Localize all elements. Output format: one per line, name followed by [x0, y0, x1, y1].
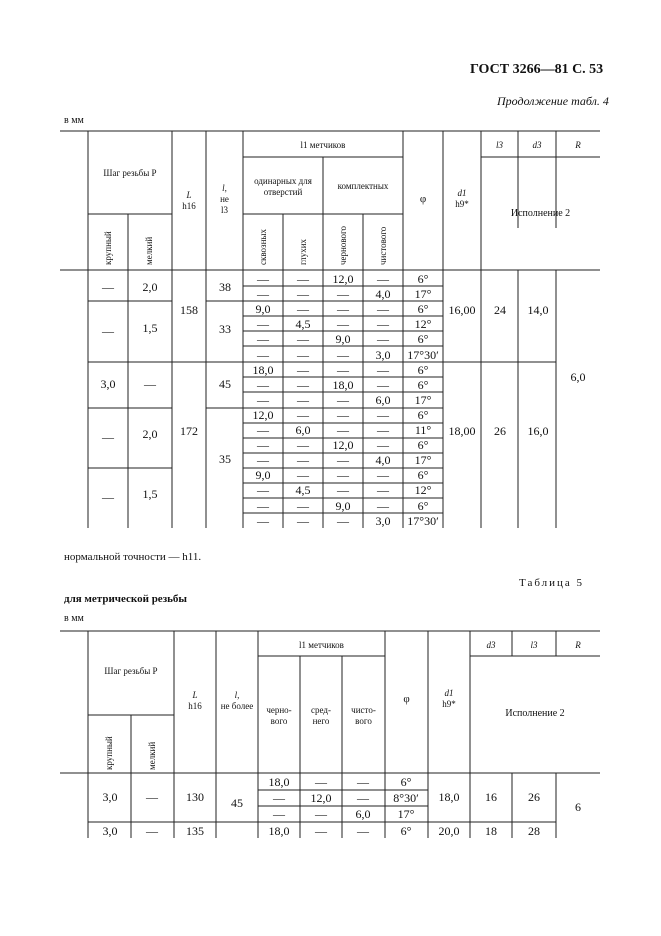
t5-h-fine: мелкий [147, 741, 157, 770]
t4-row-cell: — [257, 332, 269, 347]
t5-row-cell: 6,0 [355, 807, 371, 821]
t4-g2-coarse: — [102, 324, 114, 338]
t4-row-cell: 17° [414, 287, 432, 302]
t5-r1-d1: 18,0 [438, 790, 460, 804]
t5-row-cell: 18,0 [268, 824, 290, 838]
t4-row-cell: 17°30′ [407, 347, 439, 362]
t4-row-cell: 12,0 [332, 272, 354, 286]
t5-row-cell: 18,0 [268, 775, 290, 789]
t4-row-cell: — [337, 392, 349, 407]
t4-row-cell: — [337, 483, 349, 498]
t4-row-cell: 6° [417, 438, 429, 453]
t4-g4-coarse: — [102, 430, 114, 444]
unit-label: в мм [64, 115, 84, 126]
t4-l3-b: 26 [494, 424, 506, 438]
t4-row-cell: — [377, 302, 389, 317]
t5-h-finish: чисто- вого [351, 705, 376, 726]
t5-h-rough: черно- вого [266, 705, 292, 726]
t5-h-l1: l1 метчиков [299, 640, 344, 650]
t4-g3-fine: — [144, 377, 156, 391]
t4-row-cell: — [297, 498, 309, 513]
t5-row-cell: 8°30′ [393, 791, 419, 805]
t4-g2-fine: 1,5 [142, 321, 158, 335]
t5-l-a: 45 [231, 796, 243, 810]
t5-R: 6 [575, 800, 581, 814]
t5-h-step: Шаг резьбы P [104, 666, 158, 676]
t5-h-L: L h16 [188, 690, 202, 711]
unit2-label: в мм [64, 613, 84, 624]
t4-row-cell: — [377, 438, 389, 453]
t4-row-cell: — [257, 317, 269, 332]
t5-h-phi: φ [403, 693, 410, 705]
t4-row-cell: — [297, 272, 309, 286]
t4-row-cell: 6° [417, 377, 429, 392]
t4-d1-a: 16,00 [448, 303, 476, 317]
t4-row-cell: — [257, 513, 269, 528]
t4-row-cell: 4,5 [295, 483, 311, 498]
t4-row-cell: — [297, 453, 309, 468]
t4-row-cell: 4,5 [295, 317, 311, 332]
t4-row-cell: — [257, 483, 269, 498]
t4-row-cell: 12,0 [332, 438, 354, 453]
t4-row-cell: — [297, 377, 309, 392]
t4-row-cell: 12,0 [252, 407, 274, 422]
t4-row-cell: — [297, 362, 309, 377]
t4-h-rough: чернового [338, 226, 348, 265]
t4-h-through: сквозных [258, 229, 268, 265]
t4-g1-coarse: — [102, 280, 114, 294]
t4-d1-b: 18,00 [448, 424, 476, 438]
t5-r1-fine: — [146, 790, 158, 804]
page-header: ГОСТ 3266—81 С. 53 [470, 62, 604, 77]
t4-g5-coarse: — [102, 490, 114, 504]
t5-r1-l3: 26 [528, 790, 540, 804]
t4-h-single: одинарных для отверстий [254, 176, 312, 197]
t4-l-b: 33 [219, 322, 231, 336]
t4-row-cell: — [337, 468, 349, 483]
t4-row-cell: — [257, 347, 269, 362]
t4-row-cell: — [337, 423, 349, 437]
t4-row-cell: 6° [417, 332, 429, 347]
t4-row-cell: 6° [417, 407, 429, 422]
t4-l-c: 45 [219, 377, 231, 391]
t4-row-cell: — [337, 513, 349, 528]
t4-g1-fine: 2,0 [142, 280, 158, 294]
t5-h-l3: l3 [530, 640, 538, 650]
t4-row-cell: 17° [414, 453, 432, 468]
table5-caption: для метрической резьбы [64, 593, 188, 605]
t4-row-cell: — [297, 347, 309, 362]
t4-l3-a: 24 [494, 303, 506, 317]
t4-row-cell: — [257, 392, 269, 407]
t4-row-cell: 6,0 [295, 423, 311, 437]
t5-h-R: R [575, 640, 581, 650]
t5-r2-fine: — [146, 824, 158, 838]
t5-r1-coarse: 3,0 [102, 790, 118, 804]
t4-row-cell: — [297, 407, 309, 422]
t4-row-cell: — [257, 272, 269, 286]
t4-row-cell: — [257, 423, 269, 437]
t4-row-cell: — [377, 362, 389, 377]
t4-h-l3: l3 [495, 140, 503, 150]
t5-r1-L: 130 [186, 790, 204, 804]
t4-R: 6,0 [570, 370, 586, 384]
t4-row-cell: 6,0 [375, 392, 391, 407]
t4-row-cell: — [337, 453, 349, 468]
t5-r2-d3: 18 [485, 824, 497, 838]
t4-row-cell: 12° [414, 483, 432, 498]
t4-row-cell: — [257, 453, 269, 468]
t4-row-cell: 18,0 [252, 362, 274, 377]
t5-row-cell: — [273, 791, 285, 805]
t4-g4-fine: 2,0 [142, 427, 158, 441]
t4-d3-a: 14,0 [527, 303, 549, 317]
t4-row-cell: — [297, 332, 309, 347]
t5-h-coarse: крупный [104, 736, 114, 770]
t4-row-cell: — [377, 407, 389, 422]
t4-row-cell: — [377, 483, 389, 498]
t4-l-d: 35 [219, 452, 231, 466]
t4-h-set: комплектных [337, 181, 389, 191]
t4-row-cell: 6° [417, 468, 429, 483]
t5-h-d1: d1 h9* [442, 688, 456, 709]
t4-row-cell: — [297, 438, 309, 453]
t4-h-finish: чистового [378, 226, 388, 265]
t5-row-cell: 17° [397, 807, 415, 821]
t4-row-cell: — [377, 317, 389, 332]
t4-row-cell: 9,0 [255, 302, 271, 317]
t5-row-cell: — [357, 824, 369, 838]
t4-h-l: l, не l3 [220, 183, 229, 215]
t4-row-cell: — [377, 498, 389, 513]
t4-row-cell: — [297, 392, 309, 407]
t4-row-cell: — [297, 468, 309, 483]
t5-r2-coarse: 3,0 [102, 824, 118, 838]
t4-row-cell: — [337, 317, 349, 332]
t4-row-cell: — [337, 287, 349, 302]
t4-row-cell: 6° [417, 272, 429, 286]
t4-d3-b: 16,0 [527, 424, 549, 438]
t5-row-cell: — [315, 824, 327, 838]
t4-row-cell: 4,0 [375, 287, 391, 302]
t4-h-coarse: крупный [103, 231, 113, 265]
t4-row-cell: — [377, 332, 389, 347]
t5-row-cell: 6° [400, 775, 412, 789]
table5-title: Таблица 5 [519, 577, 585, 589]
t4-h-d3: d3 [532, 140, 542, 150]
t4-L1: 158 [180, 303, 198, 317]
t5-row-cell: 6° [400, 824, 412, 838]
t4-row-cell: 6° [417, 302, 429, 317]
t4-row-cell: — [297, 513, 309, 528]
t4-h-d1: d1 h9* [455, 188, 469, 209]
t4-row-cell: — [377, 423, 389, 437]
t4-row-cell: 9,0 [335, 498, 351, 513]
t4-g5-fine: 1,5 [142, 487, 158, 501]
t4-row-cell: — [257, 498, 269, 513]
t4-row-cell: — [377, 377, 389, 392]
t5-row-cell: 12,0 [310, 791, 332, 805]
t4-row-cell: 17° [414, 392, 432, 407]
t5-h-l: l, не более [220, 690, 254, 711]
t4-l-a: 38 [219, 280, 231, 294]
t4-h-l1: l1 метчиков [300, 140, 346, 150]
t4-row-cell: — [297, 287, 309, 302]
t5-row-cell: — [357, 775, 369, 789]
t4-h-R: R [575, 140, 581, 150]
t4-h-exec: Исполнение 2 [510, 208, 571, 219]
t5-r1-d3: 16 [485, 790, 497, 804]
t5-row-cell: — [273, 807, 285, 821]
t4-row-cell: 18,0 [332, 377, 354, 392]
t4-L2: 172 [180, 424, 198, 438]
t4-h-L: L h16 [182, 190, 196, 211]
t4-row-cell: — [297, 302, 309, 317]
t4-row-cell: 9,0 [335, 332, 351, 347]
t5-row-cell: — [357, 791, 369, 805]
t4-h-fine: мелкий [144, 236, 154, 265]
t4-h-blind: глухих [298, 238, 308, 265]
t5-r2-L: 135 [186, 824, 204, 838]
t4-row-cell: — [257, 438, 269, 453]
t4-h-step: Шаг резьбы P [103, 168, 157, 178]
t4-row-cell: 3,0 [375, 513, 391, 528]
t5-h-d3: d3 [486, 640, 496, 650]
t4-h-phi: φ [419, 193, 427, 205]
t4-row-cell: — [337, 302, 349, 317]
t4-row-cell: 9,0 [255, 468, 271, 483]
t4-row-cell: 4,0 [375, 453, 391, 468]
t4-row-cell: — [337, 407, 349, 422]
t4-row-cell: 17°30′ [407, 513, 439, 528]
t5-h-mid: сред- него [311, 705, 331, 726]
t4-row-cell: 11° [414, 423, 432, 437]
t4-row-cell: 6° [417, 498, 429, 513]
t4-row-cell: — [337, 362, 349, 377]
t4-row-cell: — [377, 272, 389, 286]
continuation-label: Продолжение табл. 4 [497, 94, 609, 108]
t4-row-cell: — [257, 377, 269, 392]
t5-r2-l3: 28 [528, 824, 540, 838]
t4-row-cell: — [337, 347, 349, 362]
t4-g3-coarse: 3,0 [100, 377, 116, 391]
t5-h-exec: Исполнение 2 [505, 708, 565, 719]
t5-row-cell: — [315, 775, 327, 789]
t4-row-cell: — [257, 287, 269, 302]
t5-row-cell: — [315, 807, 327, 821]
t4-row-cell: 12° [414, 317, 432, 332]
t5-r2-d1: 20,0 [438, 824, 460, 838]
footnote: нормальной точности — h11. [64, 551, 202, 563]
t4-row-cell: — [377, 468, 389, 483]
t4-row-cell: 3,0 [375, 347, 391, 362]
t4-row-cell: 6° [417, 362, 429, 377]
